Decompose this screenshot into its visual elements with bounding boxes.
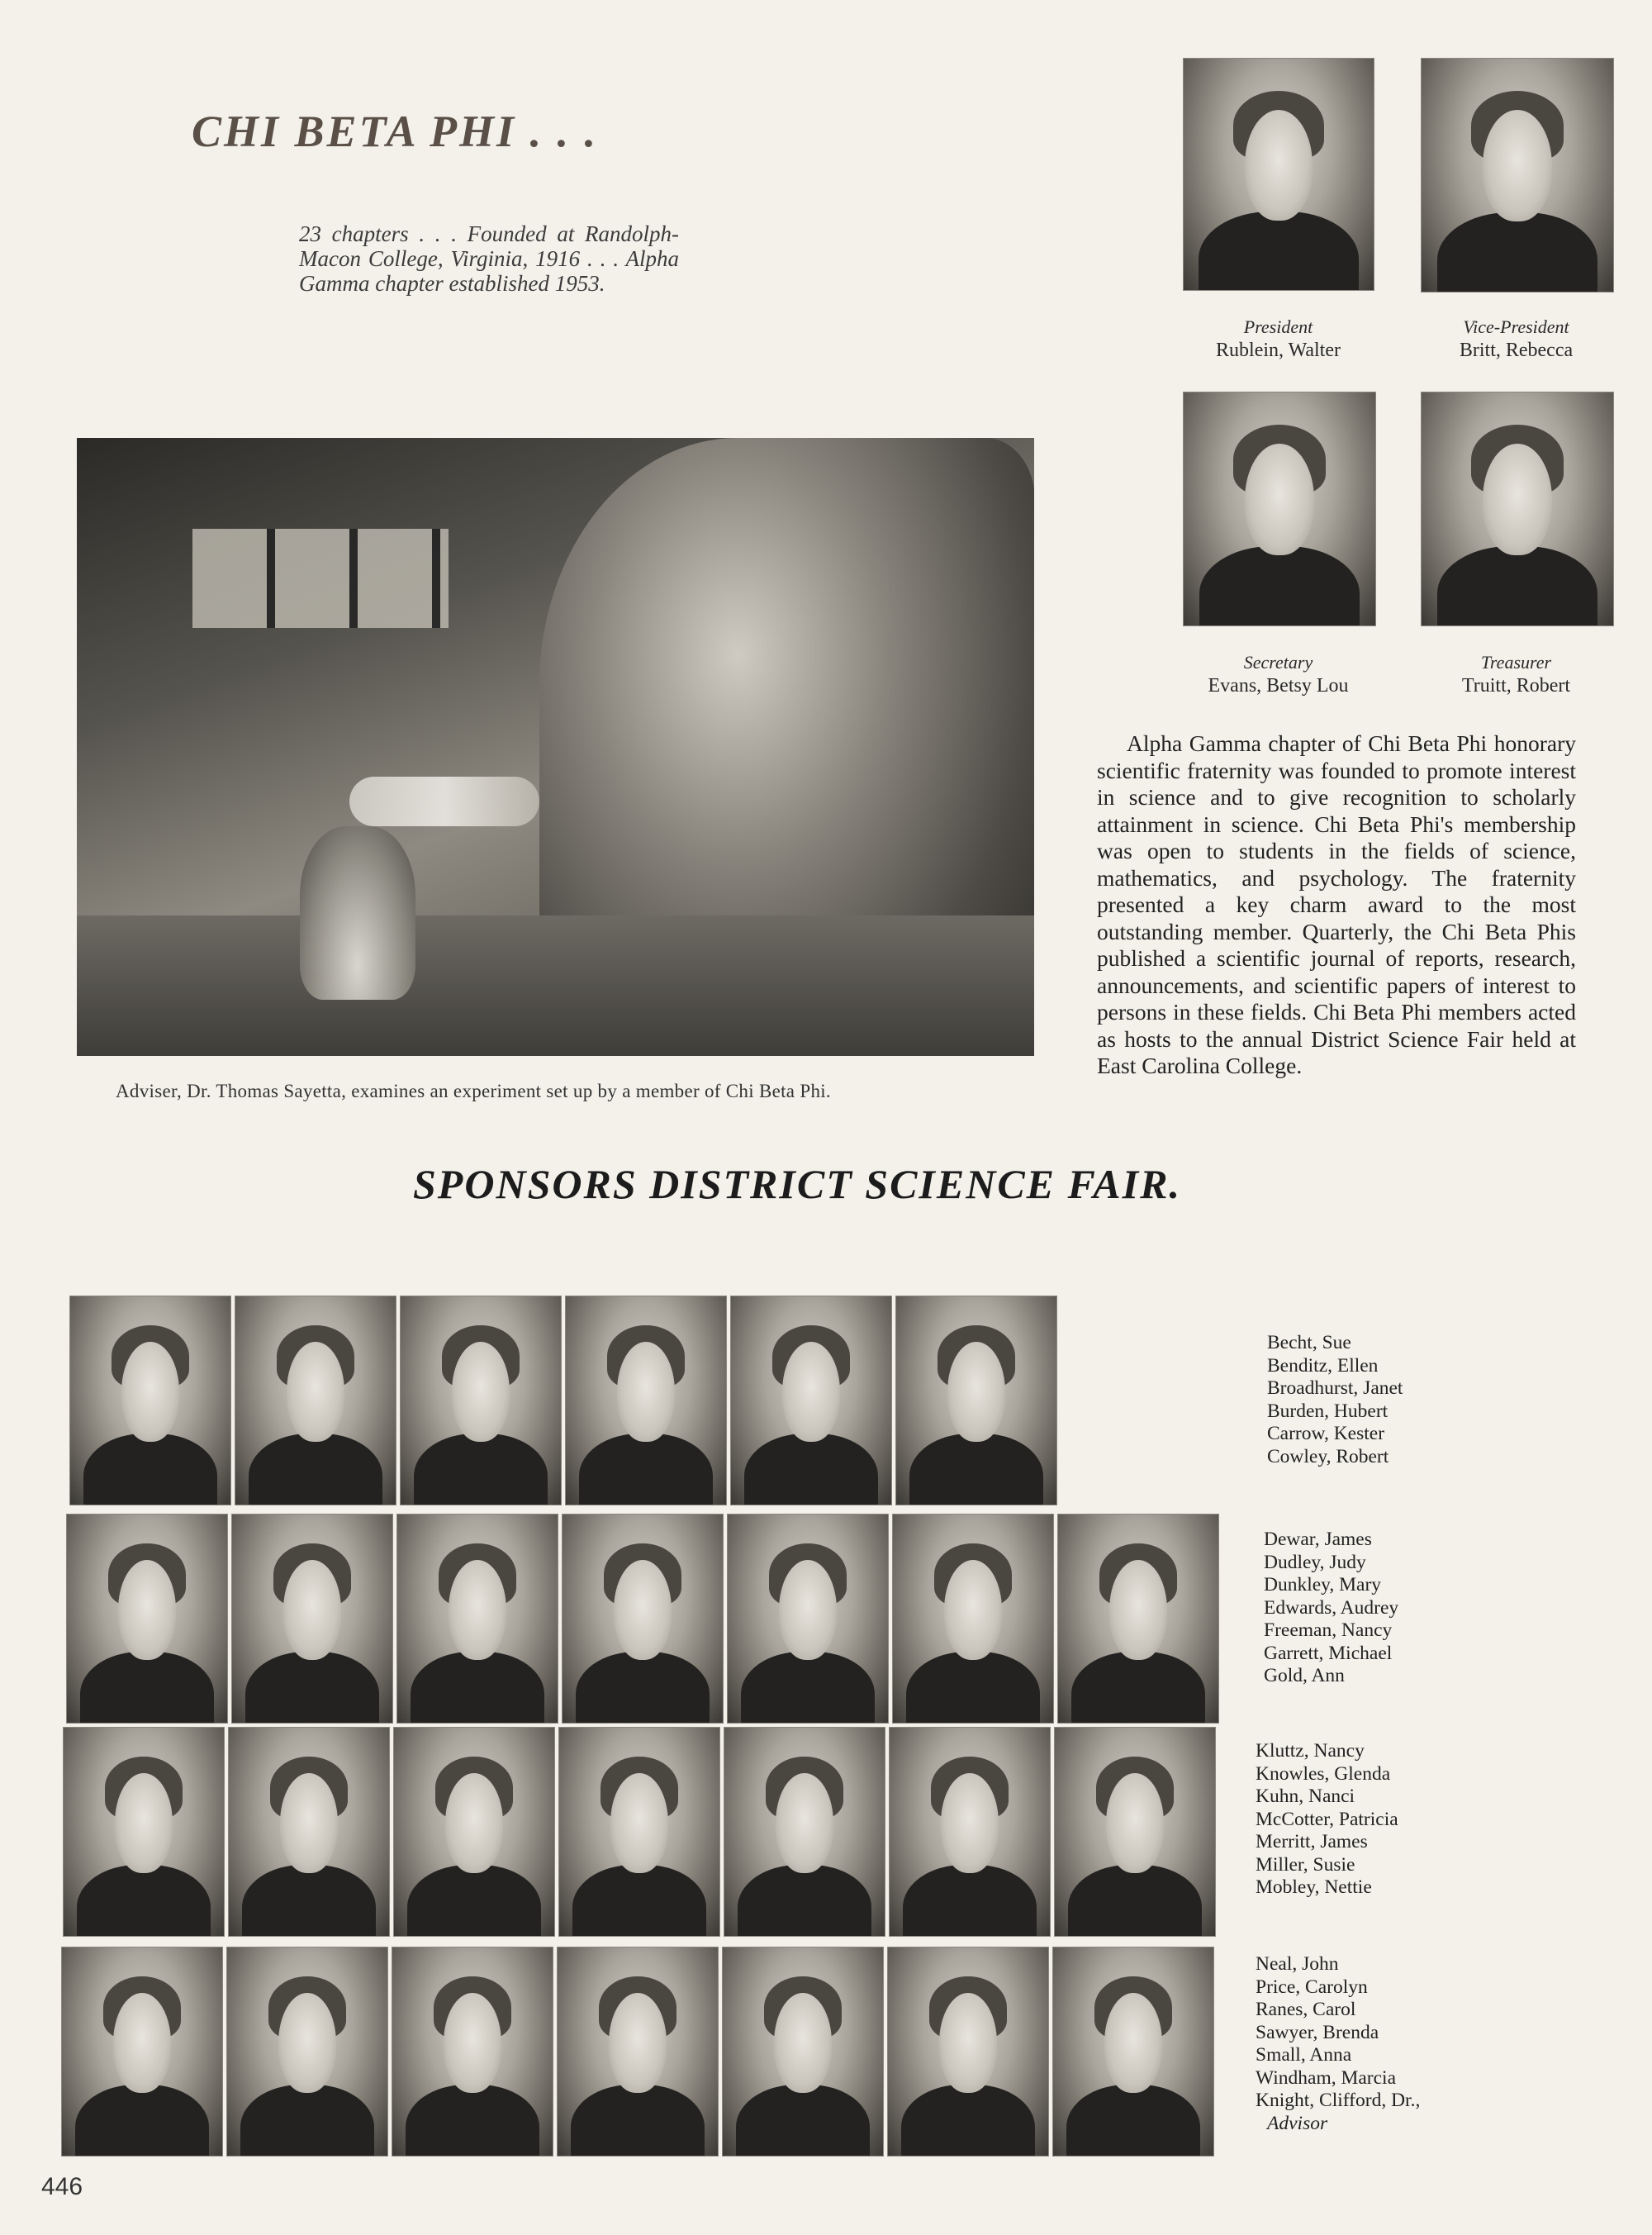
advisor-label: Advisor bbox=[1267, 2112, 1328, 2134]
names-row-3 bbox=[1256, 1740, 1398, 1900]
member-name: Small, Anna bbox=[1256, 2044, 1352, 2066]
member-name: Kluttz, Nancy bbox=[1256, 1740, 1365, 1762]
member-portrait bbox=[226, 1947, 388, 2157]
member-portrait bbox=[724, 1727, 885, 1937]
portrait-treasurer bbox=[1421, 392, 1614, 626]
officer-name: Evans, Betsy Lou bbox=[1208, 675, 1349, 697]
member-name: Cowley, Robert bbox=[1267, 1445, 1389, 1467]
member-name: Ranes, Carol bbox=[1256, 1999, 1356, 2020]
page-title: CHI BETA PHI . . . bbox=[192, 107, 599, 156]
member-name: McCotter, Patricia bbox=[1256, 1808, 1398, 1830]
member-portrait bbox=[558, 1727, 720, 1937]
names-row-1 bbox=[1267, 1332, 1403, 1468]
member-name: Knowles, Glenda bbox=[1256, 1762, 1391, 1785]
member-portrait bbox=[565, 1296, 727, 1505]
member-name: Benditz, Ellen bbox=[1267, 1354, 1379, 1377]
member-name: Edwards, Audrey bbox=[1264, 1596, 1399, 1619]
officer-president bbox=[1156, 316, 1400, 362]
member-portrait bbox=[231, 1514, 393, 1724]
names-row-2 bbox=[1264, 1529, 1398, 1688]
member-name: Miller, Susie bbox=[1256, 1853, 1355, 1876]
member-portrait bbox=[1054, 1727, 1216, 1937]
member-portrait bbox=[1052, 1947, 1214, 2157]
main-photograph bbox=[77, 438, 1034, 1056]
member-name: Price, Carolyn bbox=[1256, 1976, 1368, 1998]
member-portrait bbox=[1057, 1514, 1219, 1724]
officer-role: President bbox=[1243, 316, 1313, 337]
member-portrait bbox=[400, 1296, 562, 1505]
member-portrait bbox=[393, 1727, 555, 1937]
portrait-vice-president bbox=[1421, 58, 1614, 292]
member-name: Mobley, Nettie bbox=[1256, 1876, 1372, 1898]
photo-caption: Adviser, Dr. Thomas Sayetta, examines an experiment set up by a member of Chi Beta Phi. bbox=[116, 1081, 831, 1101]
officer-name: Rublein, Walter bbox=[1216, 340, 1341, 361]
portrait-secretary bbox=[1183, 392, 1376, 626]
officer-vice-president bbox=[1394, 316, 1638, 362]
officer-role: Secretary bbox=[1243, 652, 1313, 673]
headline: SPONSORS DISTRICT SCIENCE FAIR. bbox=[413, 1161, 1181, 1207]
officer-treasurer bbox=[1394, 651, 1638, 697]
member-portrait bbox=[887, 1947, 1049, 2157]
member-portrait bbox=[396, 1514, 558, 1724]
member-name: Gold, Ann bbox=[1264, 1665, 1345, 1686]
member-portrait bbox=[392, 1947, 553, 2157]
officer-name: Britt, Rebecca bbox=[1459, 340, 1574, 361]
member-portrait bbox=[61, 1947, 223, 2157]
member-portrait bbox=[228, 1727, 390, 1937]
member-name: Dunkley, Mary bbox=[1264, 1574, 1382, 1595]
member-portrait bbox=[895, 1296, 1057, 1505]
officer-secretary bbox=[1156, 651, 1400, 697]
member-name: Freeman, Nancy bbox=[1264, 1619, 1393, 1641]
body-text: Alpha Gamma chapter of Chi Beta Phi honorary scientific fraternity was founded to promote interest in science and to give recognition to scholarly attainment in science. Chi Beta Phi's membership was open to students in the fields of science, mathematics, and psychology. The fraternity presented a key charm award to the most outstanding member. Quarterly, the Chi Beta Phis published a scientific journal of reports, research, announcements, and scientific papers of interest to persons in these fields. Chi Beta Phi members acted as hosts to the annual District Science Fair held at East Carolina College. bbox=[1097, 730, 1576, 1078]
member-portrait bbox=[727, 1514, 889, 1724]
member-name: Broadhurst, Janet bbox=[1267, 1377, 1403, 1399]
member-name: Dewar, James bbox=[1264, 1529, 1372, 1550]
member-portrait bbox=[562, 1514, 724, 1724]
portrait-president bbox=[1183, 58, 1374, 291]
names-row-4 bbox=[1256, 1953, 1420, 2135]
officer-name: Truitt, Robert bbox=[1461, 675, 1571, 697]
member-name: Sawyer, Brenda bbox=[1256, 2021, 1379, 2043]
member-portrait bbox=[722, 1947, 884, 2157]
member-portrait bbox=[235, 1296, 396, 1505]
member-name: Merritt, James bbox=[1256, 1831, 1368, 1852]
member-name: Burden, Hubert bbox=[1267, 1400, 1389, 1422]
member-name: Dudley, Judy bbox=[1264, 1551, 1366, 1573]
member-portrait bbox=[892, 1514, 1054, 1724]
member-name: Kuhn, Nanci bbox=[1256, 1786, 1355, 1807]
member-name: Windham, Marcia bbox=[1256, 2066, 1397, 2089]
officer-role: Treasurer bbox=[1480, 652, 1552, 673]
officer-role: Vice-President bbox=[1463, 316, 1569, 337]
member-portrait bbox=[730, 1296, 892, 1505]
member-name: Carrow, Kester bbox=[1267, 1423, 1385, 1444]
member-name: Becht, Sue bbox=[1267, 1332, 1351, 1353]
member-portrait bbox=[889, 1727, 1051, 1937]
page-number: 446 bbox=[41, 2173, 83, 2200]
member-portrait bbox=[69, 1296, 231, 1505]
member-portrait bbox=[63, 1727, 225, 1937]
member-portrait bbox=[557, 1947, 719, 2157]
member-name: Garrett, Michael bbox=[1264, 1642, 1393, 1664]
member-name: Neal, John bbox=[1256, 1953, 1339, 1975]
chapter-intro: 23 chapters . . . Founded at Randolph-Macon College, Virginia, 1916 . . . Alpha Gamma chapter established 1953. bbox=[299, 221, 679, 296]
member-portrait bbox=[66, 1514, 228, 1724]
member-name: Knight, Clifford, Dr., bbox=[1256, 2090, 1421, 2111]
